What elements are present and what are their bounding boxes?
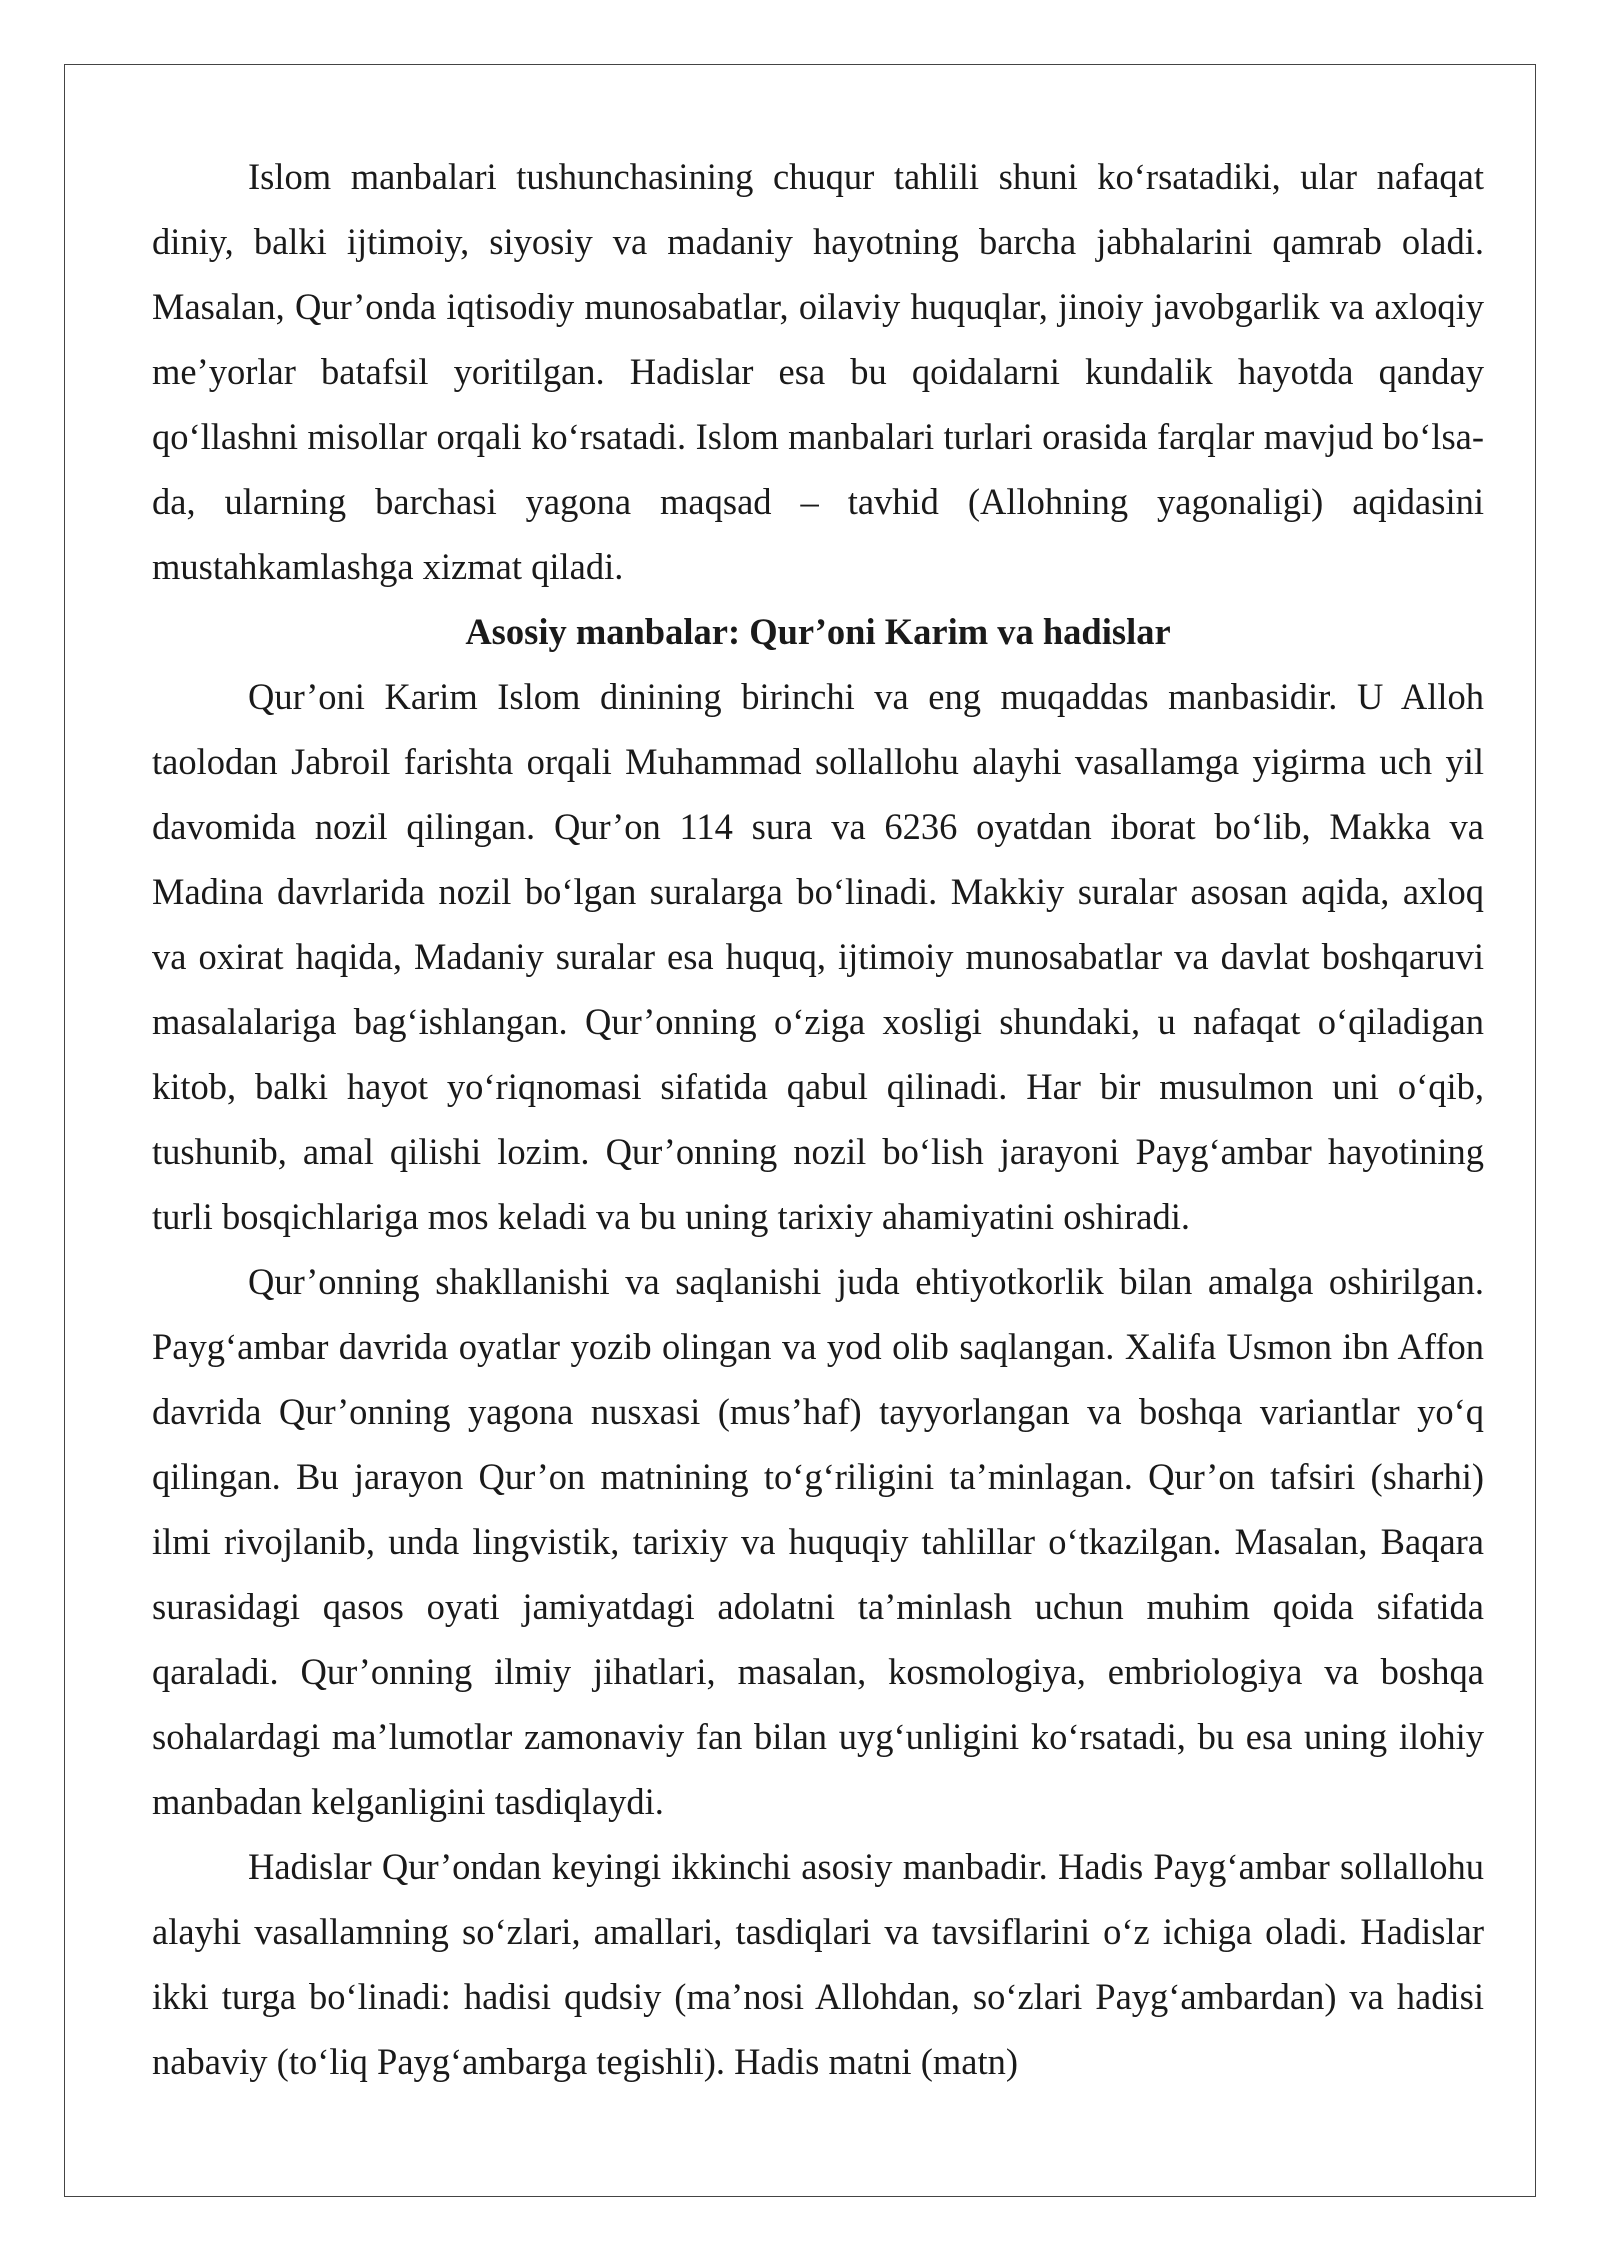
paragraph-intro: Islom manbalari tushunchasining chuqur tahlili shuni ko‘rsatadiki, ular nafaqat diniy, balki ijtimoiy, siyosiy va madaniy hayotning barcha jabhalarini qamrab oladi. Masalan, Qur’onda iqtisodiy munosabatlar, oilaviy huquqlar, jinoiy javobgarlik va axloqiy me’yorlar batafsil yoritilgan. Hadislar esa bu qoidalarni kundalik hayotda qanday qo‘llashni misollar orqali ko‘rsatadi. Islom manbalari turlari orasida farqlar mavjud bo‘lsa-da, ularning barchasi yagona maqsad – tavhid (Allohning yagonaligi) aqidasini mustahkamlashga xizmat qiladi. xyxy=(152,156,1484,587)
paragraph-hadith: Hadislar Qur’ondan keyingi ikkinchi asosiy manbadir. Hadis Payg‘ambar sollallohu alayhi vasallamning so‘zlari, amallari, tasdiqlari va tavsiflarini o‘z ichiga oladi. Hadislar ikki turga bo‘linadi: hadisi qudsiy (ma’nosi Allohdan, so‘zlari Payg‘ambardan) va hadisi nabaviy (to‘liq Payg‘ambarga tegishli). Hadis matni (matn) xyxy=(152,1846,1484,2082)
section-heading: Asosiy manbalar: Qur’oni Karim va hadislar xyxy=(465,611,1171,652)
paragraph-quran-preservation: Qur’onning shakllanishi va saqlanishi juda ehtiyotkorlik bilan amalga oshirilgan. Payg‘ambar davrida oyatlar yozib olingan va yod olib saqlangan. Xalifa Usmon ibn Affon davrida Qur’onning yagona nusxasi (mus’haf) tayyorlangan va boshqa variantlar yo‘q qilingan. Bu jarayon Qur’on matnining to‘g‘riligini ta’minlagan. Qur’on tafsiri (sharhi) ilmi rivojlanib, unda lingvistik, tarixiy va huquqiy tahlillar o‘tkazilgan. Masalan, Baqara surasidagi qasos oyati jamiyatdagi adolatni ta’minlash uchun muhim qoida sifatida qaraladi. Qur’onning ilmiy jihatlari, masalan, kosmologiya, embriologiya va boshqa sohalardagi ma’lumotlar zamonaviy fan bilan uyg‘unligini ko‘rsatadi, bu esa uning ilohiy manbadan kelganligini tasdiqlaydi. xyxy=(152,1261,1484,1822)
paragraph-quran: Qur’oni Karim Islom dinining birinchi va eng muqaddas manbasidir. U Alloh taolodan Jabroil farishta orqali Muhammad sollallohu alayhi vasallamga yigirma uch yil davomida nozil qilingan. Qur’on 114 sura va 6236 oyatdan iborat bo‘lib, Makka va Madina davrlarida nozil bo‘lgan suralarga bo‘linadi. Makkiy suralar asosan aqida, axloq va oxirat haqida, Madaniy suralar esa huquq, ijtimoiy munosabatlar va davlat boshqaruvi masalalariga bag‘ishlangan. Qur’onning o‘ziga xosligi shundaki, u nafaqat o‘qiladigan kitob, balki hayot yo‘riqnomasi sifatida qabul qilinadi. Har bir musulmon uni o‘qib, tushunib, amal qilishi lozim. Qur’onning nozil bo‘lish jarayoni Payg‘ambar hayotining turli bosqichlariga mos keladi va bu uning tarixiy ahamiyatini oshiradi. xyxy=(152,676,1484,1237)
document-body xyxy=(152,144,1484,2094)
